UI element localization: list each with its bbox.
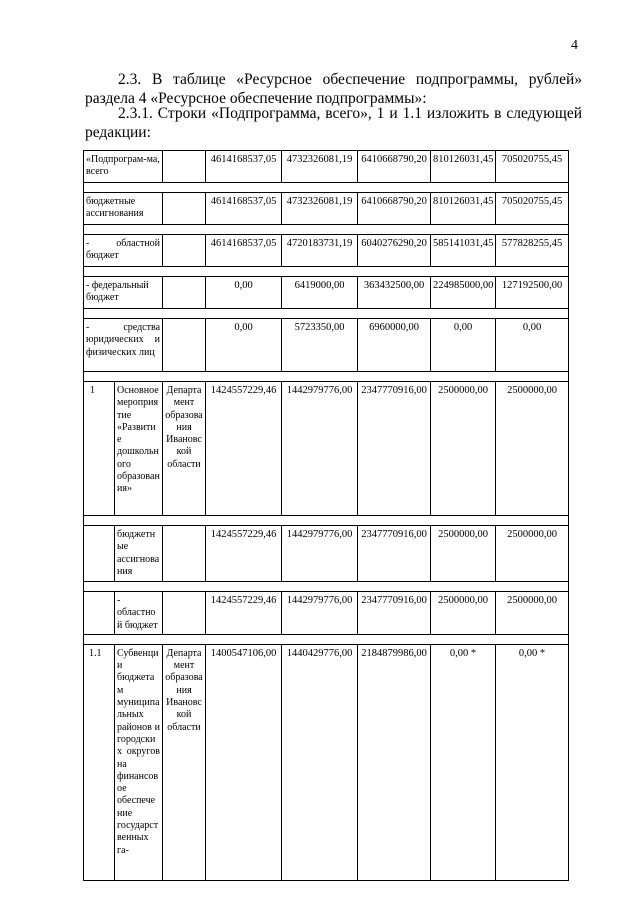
value-cell: 4732326081,19	[282, 151, 358, 183]
value-cell: 0,00	[496, 319, 569, 372]
value-cell: 810126031,45	[431, 193, 496, 225]
row-number	[84, 526, 115, 582]
value-cell: 1442979776,00	[282, 382, 358, 516]
value-cell: 2347770916,00	[358, 526, 431, 582]
page-number: 4	[571, 38, 578, 53]
value-cell: 4614168537,05	[206, 151, 282, 183]
row-label: - областной бюджет	[115, 592, 163, 635]
value-cell: 577828255,45	[496, 235, 569, 267]
row-label: бюджетные ассигнования	[84, 193, 163, 225]
value-cell: 1424557229,46	[206, 526, 282, 582]
value-cell: 705020755,45	[496, 151, 569, 183]
row-number: 1	[84, 382, 115, 516]
row-label: - средства юридических и физических лиц	[84, 319, 163, 372]
value-cell: 6419000,00	[282, 277, 358, 309]
value-cell: 1424557229,46	[206, 592, 282, 635]
row-label: Основное мероприятие «Развитие дошкольного образования»	[115, 382, 163, 516]
table-row	[84, 193, 569, 225]
paragraph-line: 2.3.1. Строки «Подпрограмма, всего», 1 и 1.1 изложить в следующей	[118, 105, 582, 122]
value-cell: 2500000,00	[496, 526, 569, 582]
value-cell: 4732326081,19	[282, 193, 358, 225]
row-number	[84, 592, 115, 635]
table-row	[84, 277, 569, 309]
executor-cell	[163, 193, 206, 225]
value-cell: 4614168537,05	[206, 235, 282, 267]
value-cell: 4614168537,05	[206, 193, 282, 225]
executor-cell: Департамент образования Ивановской области	[163, 382, 206, 516]
table-row	[84, 644, 569, 880]
value-cell: 6410668790,20	[358, 151, 431, 183]
value-cell: 2500000,00	[431, 382, 496, 516]
value-cell: 0,00	[431, 319, 496, 372]
row-label: бюджетные ассигнования	[115, 526, 163, 582]
value-cell: 1440429776,00	[282, 644, 358, 880]
value-cell: 4720183731,19	[282, 235, 358, 267]
value-cell: 2347770916,00	[358, 382, 431, 516]
value-cell: 1400547106,00	[206, 644, 282, 880]
paragraph-2-3-1	[85, 104, 582, 142]
value-cell: 0,00 *	[496, 644, 569, 880]
value-cell: 2347770916,00	[358, 592, 431, 635]
value-cell: 2500000,00	[431, 526, 496, 582]
table-row	[84, 382, 569, 516]
value-cell: 2500000,00	[496, 592, 569, 635]
value-cell: 6960000,00	[358, 319, 431, 372]
table-row	[84, 151, 569, 183]
value-cell: 810126031,45	[431, 151, 496, 183]
executor-cell	[163, 277, 206, 309]
row-label: «Подпрограм-ма, всего	[84, 151, 163, 183]
executor-cell	[163, 235, 206, 267]
value-cell: 224985000,00	[431, 277, 496, 309]
value-cell: 705020755,45	[496, 193, 569, 225]
table-row	[84, 319, 569, 372]
value-cell: 0,00	[206, 277, 282, 309]
table-row	[84, 235, 569, 267]
paragraph-line: редакции:	[85, 124, 151, 141]
row-label: - областной бюджет	[84, 235, 163, 267]
table-row	[84, 526, 569, 582]
value-cell: 6040276290,20	[358, 235, 431, 267]
resource-table	[83, 150, 569, 881]
executor-cell	[163, 151, 206, 183]
value-cell: 0,00	[206, 319, 282, 372]
row-label: Субвенции бюджетам муниципальных районов и городских округов на финансовое обеспечение государственных га-	[115, 644, 163, 880]
row-label: - федеральный бюджет	[84, 277, 163, 309]
executor-cell	[163, 592, 206, 635]
value-cell: 1442979776,00	[282, 526, 358, 582]
executor-cell: Департамент образования Ивановской области	[163, 644, 206, 880]
value-cell: 585141031,45	[431, 235, 496, 267]
executor-cell	[163, 319, 206, 372]
value-cell: 363432500,00	[358, 277, 431, 309]
paragraph-line: 2.3. В таблице «Ресурсное обеспечение подпрограммы, рублей»	[118, 71, 582, 88]
paragraph-line: раздела 4 «Ресурсное обеспечение подпрограммы»:	[85, 90, 427, 107]
value-cell: 6410668790,20	[358, 193, 431, 225]
value-cell: 1442979776,00	[282, 592, 358, 635]
table-row	[84, 592, 569, 635]
value-cell: 5723350,00	[282, 319, 358, 372]
value-cell: 2500000,00	[431, 592, 496, 635]
paragraph-2-3	[85, 70, 582, 108]
value-cell: 2184879986,00	[358, 644, 431, 880]
value-cell: 127192500,00	[496, 277, 569, 309]
row-number: 1.1	[84, 644, 115, 880]
value-cell: 2500000,00	[496, 382, 569, 516]
value-cell: 0,00 *	[431, 644, 496, 880]
value-cell: 1424557229,46	[206, 382, 282, 516]
executor-cell	[163, 526, 206, 582]
